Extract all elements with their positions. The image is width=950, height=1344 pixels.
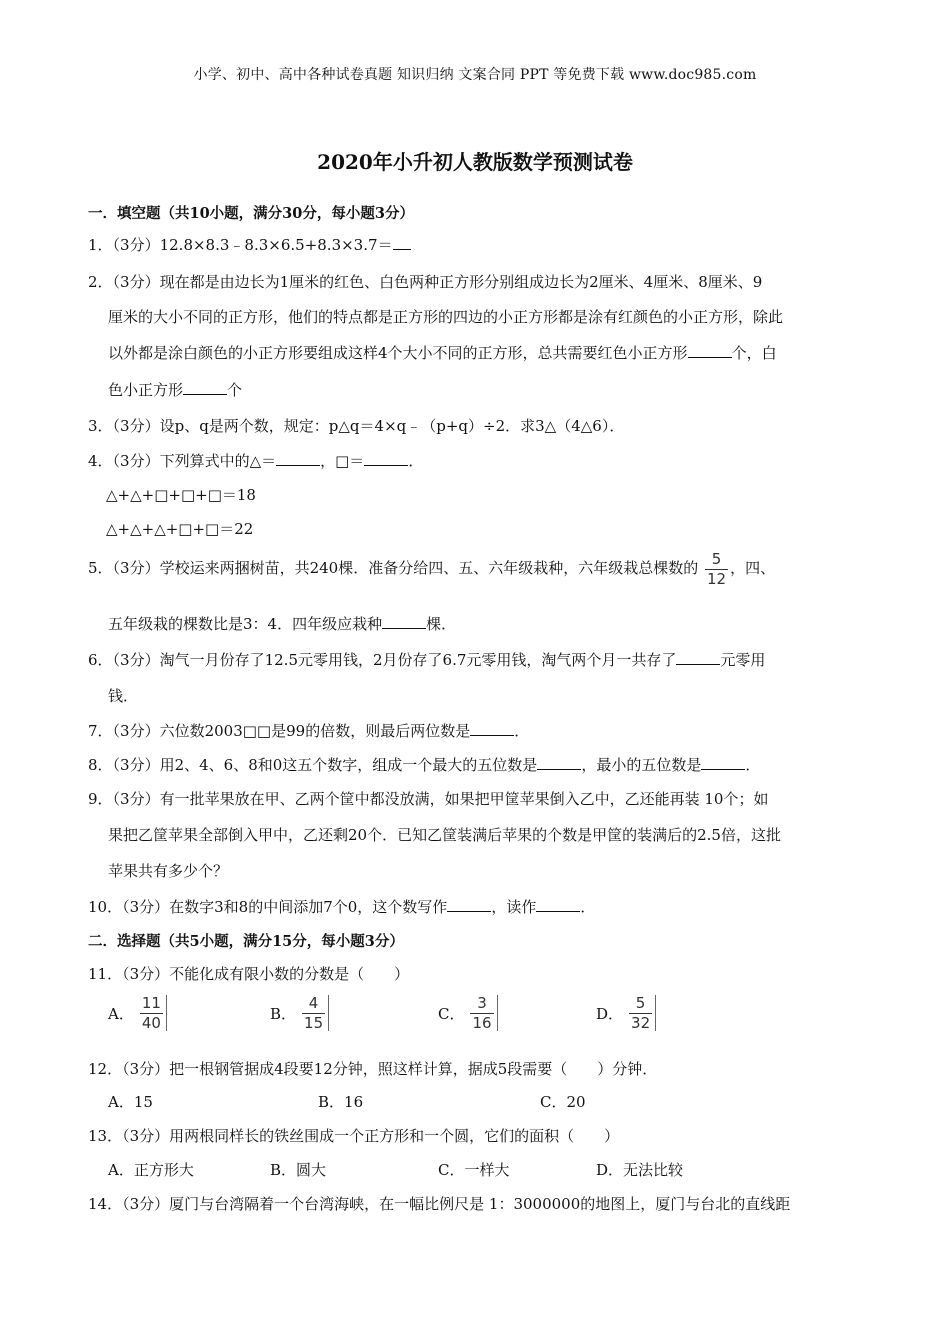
question-9-line-3: 苹果共有多少个？ [108,862,229,880]
option-b[interactable] [270,995,329,1031]
question-6-text: 元零用 [720,651,766,669]
section-fill-in-heading: 一．填空题（共10小题，满分30分，每小题3分） [88,205,414,222]
section-choice-heading: 二．选择题（共5小题，满分15分，每小题3分） [88,933,404,950]
option-label: B． [270,1004,297,1023]
question-2-text: 色小正方形 [108,381,184,399]
page-header: 小学、初中、高中各种试卷真题 知识归纳 文案合同 PPT 等免费下载 www.doc985.com [193,67,757,83]
fraction [138,995,167,1031]
fraction-denominator: 12 [707,569,727,588]
option-d[interactable] [596,995,656,1031]
question-8-text: ，最小的五位数是 [581,756,702,774]
option-c[interactable] [438,995,498,1031]
answer-blank[interactable] [447,897,491,912]
question-7-text: ． [514,722,530,740]
question-7-text: 7．（3分）六位数2003□□是99的倍数，则最后两位数是 [88,722,471,740]
question-5-line-1 [88,551,775,587]
fraction-numerator: 5 [711,550,722,568]
fraction [468,995,497,1031]
option-b[interactable]: B．圆大 [270,1161,327,1179]
question-1-text: 1．（3分）12.8×8.3﹣8.3×6.5+8.3×3.7＝ [88,236,393,254]
question-11: 11．（3分）不能化成有限小数的分数是（ ） [88,965,410,983]
answer-blank[interactable] [276,451,320,466]
fraction-numerator: 3 [477,994,487,1012]
option-label: D． [596,1004,624,1023]
option-label: C． [438,1004,465,1023]
question-1 [88,234,411,255]
question-9-line-1: 9．（3分）有一批苹果放在甲、乙两个筐中都没放满，如果把甲筐苹果倒入乙中，乙还能再装 10个；如 [88,790,769,808]
question-4-text: 4．（3分）下列算式中的△＝ [88,452,277,470]
question-4-text: ． [408,452,424,470]
question-5-text: 5．（3分）学校运来两捆树苗，共240棵．准备分给四、五、六年级栽种，六年级栽总棵数的 [88,559,699,577]
question-5-text: 棵． [426,615,457,633]
page-title: 2020年小升初人教版数学预测试卷 [317,150,633,174]
question-12: 12．（3分）把一根钢管据成4段要12分钟，照这样计算，据成5段需要（ ）分钟． [88,1060,658,1078]
question-9-line-2: 果把乙筐苹果全部倒入甲中，乙还剩20个．已知乙筐装满后苹果的个数是甲筐的装满后的2.5倍，这批 [108,826,781,844]
question-2-line-4 [108,379,242,400]
fraction-denominator: 40 [141,1013,161,1032]
question-8 [88,754,760,775]
question-10-text: ． [580,898,596,916]
question-2-text: 以外都是涂白颜色的小正方形要组成这样4个大小不同的正方形，总共需要红色小正方形 [108,344,688,362]
option-c[interactable]: C．20 [540,1093,586,1111]
answer-blank[interactable] [470,721,514,736]
question-6-line-2: 钱． [108,687,139,705]
option-d[interactable]: D．无法比较 [596,1161,684,1179]
question-4-equation-1: △+△+□+□+□＝18 [106,486,256,504]
question-5-line-2 [108,613,456,634]
answer-blank[interactable] [393,235,411,250]
question-2-text: 个 [227,381,243,399]
question-7 [88,720,529,741]
question-5-text: ，四、 [730,559,776,577]
question-3: 3．（3分）设p、q是两个数，规定：p△q＝4×q﹣（p+q）÷2．求3△（4△6）． [88,417,625,435]
question-2-line-1: 2．（3分）现在都是由边长为1厘米的红色、白色两种正方形分别组成边长为2厘米、4厘米、8厘米、9 [88,273,763,291]
fraction-denominator: 15 [304,1013,324,1032]
question-4-text: ，□＝ [320,452,365,470]
fraction [627,995,656,1031]
answer-blank[interactable] [382,614,426,629]
option-a[interactable] [108,995,167,1031]
question-10 [88,896,595,917]
option-label: A． [108,1004,134,1023]
fraction [703,551,730,587]
fraction-numerator: 5 [635,994,646,1012]
answer-blank[interactable] [701,755,745,770]
question-4 [88,450,423,471]
question-8-text: 8．（3分）用2、4、6、8和0这五个数字，组成一个最大的五位数是 [88,756,538,774]
fraction-numerator: 4 [308,994,319,1012]
answer-blank[interactable] [688,343,732,358]
question-4-equation-2: △+△+△+□+□＝22 [106,520,254,538]
question-8-text: ． [745,756,761,774]
fraction-numerator: 11 [141,994,161,1012]
question-2-line-2: 厘米的大小不同的正方形，他们的特点都是正方形的四边的小正方形都是涂有红颜色的小正方形，除此 [108,308,784,326]
option-b[interactable]: B．16 [318,1093,364,1111]
answer-blank[interactable] [676,650,720,665]
option-c[interactable]: C．一样大 [438,1161,510,1179]
question-14-line-1: 14．（3分）厦门与台湾隔着一个台湾海峡，在一幅比例尺是 1：3000000的地图上，厦门与台北的直线距 [88,1195,791,1213]
question-2-line-3 [108,342,777,363]
question-13: 13．（3分）用两根同样长的铁丝围成一个正方形和一个圆，它们的面积（ ） [88,1127,620,1145]
option-a[interactable]: A．正方形大 [108,1161,194,1179]
question-10-text: 10．（3分）在数字3和8的中间添加7个0，这个数写作 [88,898,448,916]
answer-blank[interactable] [537,755,581,770]
question-5-text: 五年级栽的棵数比是3：4．四年级应栽种 [108,615,383,633]
fraction-denominator: 32 [631,1013,651,1032]
fraction-denominator: 16 [472,1013,492,1032]
question-6-line-1 [88,649,765,670]
option-a[interactable]: A．15 [108,1093,153,1111]
fraction [300,995,329,1031]
answer-blank[interactable] [536,897,580,912]
answer-blank[interactable] [183,380,227,395]
question-10-text: ，读作 [491,898,537,916]
question-6-text: 6．（3分）淘气一月份存了12.5元零用钱，2月份存了6.7元零用钱，淘气两个月一共存了 [88,651,677,669]
answer-blank[interactable] [364,451,408,466]
question-2-text: 个，白 [731,344,777,362]
